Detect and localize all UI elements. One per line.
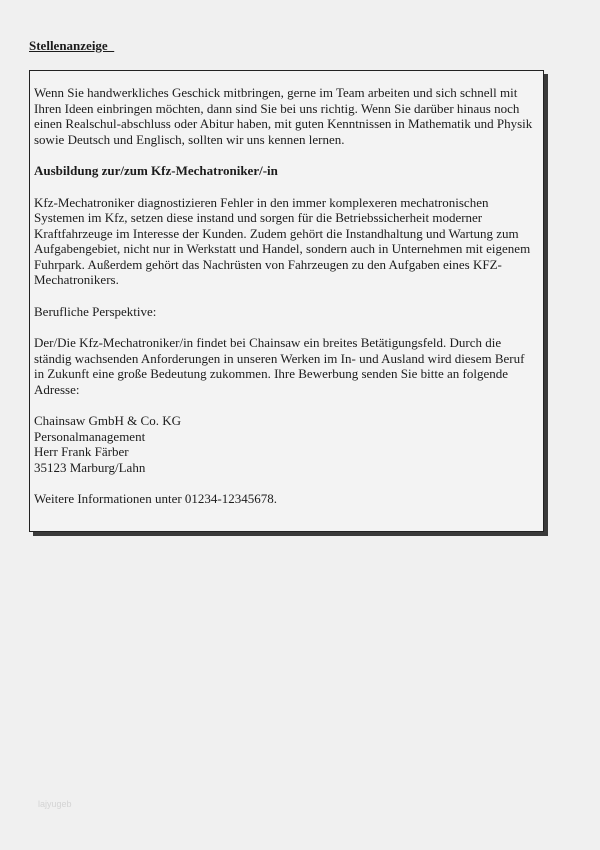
address-department: Personalmanagement: [34, 428, 146, 444]
address-contact: Herr Frank Färber: [34, 444, 129, 459]
watermark: lajyugeb: [38, 799, 72, 809]
footer-info: Weitere Informationen unter 01234-12345678.: [34, 491, 277, 506]
job-ad-box: [29, 70, 544, 532]
perspective-label: Berufliche Perspektive:: [34, 303, 157, 319]
intro-paragraph: Wenn Sie handwerkliches Geschick mitbringen, gerne im Team arbeiten und sich schnell mit Ihren Ideen einbringen möchten, dann sind Sie bei uns richtig. Wenn Sie darüber hinaus noch einen Realschul-abschluss oder Abitur haben, mit guten Kenntnissen in Mathematik und Physik sowie Deutsch und Englisch, sollten wir uns kennen lernen.: [34, 85, 533, 147]
address-city: 35123 Marburg/Lahn: [34, 459, 146, 475]
address-block: [34, 413, 537, 475]
ad-subheading: Ausbildung zur/zum Kfz-Mechatroniker/-in: [34, 163, 278, 178]
page-title: Stellenanzeige: [29, 38, 115, 53]
description-paragraph: Kfz-Mechatroniker diagnostizieren Fehler in den immer komplexeren mechatronischen Systemen im Kfz, setzen diese instand und sorgen für die Betriebssicherheit moderner Kraftfahrzeuge im Interesse der Kunden. Zudem gehört die Instandhaltung und Wartung zum Aufgabengebiet, nicht nur in Werkstatt und Handel, sondern auch in Unternehmen mit eigenem Fuhrpark. Außerdem gehört das Nachrüsten von Fahrzeugen zu den Aufgaben eines KFZ-Mechatronikers.: [34, 194, 531, 287]
address-company: Chainsaw GmbH & Co. KG: [34, 413, 181, 428]
perspective-paragraph: Der/Die Kfz-Mechatroniker/in findet bei Chainsaw ein breites Betätigungsfeld. Durch die ständig wachsenden Anforderungen in unseren Werken im In- und Ausland wird diesem Beruf in Zukunft eine große Bedeutung zukommen. Ihre Bewerbung senden Sie bitte an folgende Adresse:: [34, 335, 525, 397]
